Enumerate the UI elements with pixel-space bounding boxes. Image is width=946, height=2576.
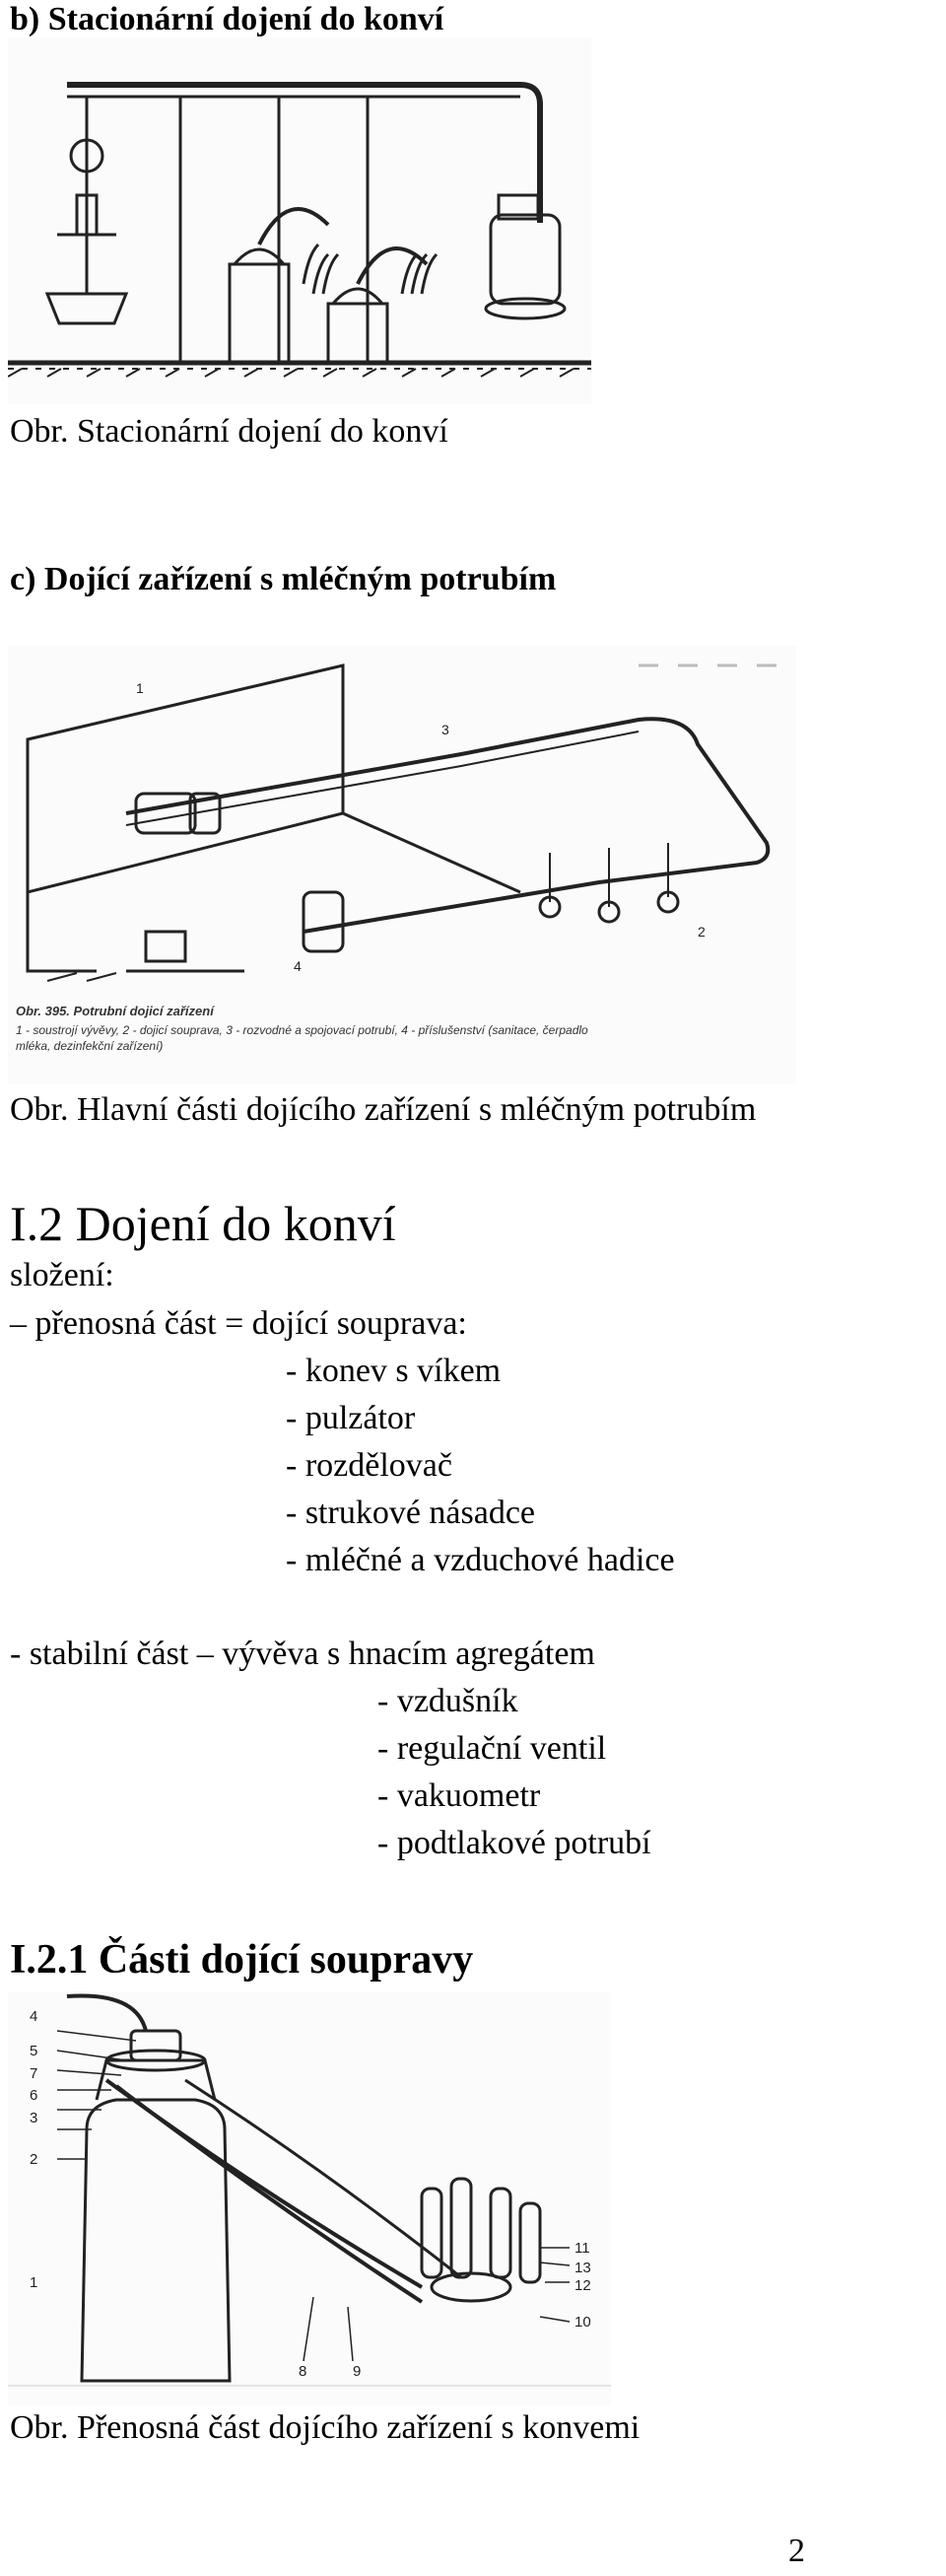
list-item: - mléčné a vzduchové hadice <box>286 1542 675 1578</box>
figure-caption: Obr. Hlavní části dojícího zařízení s mléčným potrubím <box>10 1091 757 1128</box>
figure-label: 11 <box>574 2240 590 2257</box>
figure-label: 13 <box>574 2260 591 2276</box>
figure-label: 2 <box>698 924 706 940</box>
figure-inner-title: Obr. 395. Potrubní dojicí zařízení <box>16 1004 214 1018</box>
figure-label: 6 <box>30 2087 38 2104</box>
figure-label: 12 <box>574 2277 591 2294</box>
list-item: - rozdělovač <box>286 1447 452 1484</box>
list-item: - konev s víkem <box>286 1353 502 1389</box>
figure-label: 3 <box>441 722 449 737</box>
figure-label: 4 <box>30 2008 38 2025</box>
figure-label: 1 <box>30 2274 38 2291</box>
list-item: - strukové násadce <box>286 1495 536 1531</box>
list-item: - podtlakové potrubí <box>377 1825 651 1861</box>
figure-pipeline-system <box>8 646 796 1084</box>
figure-label: 2 <box>30 2151 38 2168</box>
figure-portable-unit <box>8 1991 611 2405</box>
section-b-heading: b) Stacionární dojení do konví <box>10 1 444 37</box>
figure-caption: Obr. Stacionární dojení do konví <box>10 413 448 450</box>
section-c-heading: c) Dojící zařízení s mléčným potrubím <box>10 561 557 597</box>
figure-label: 5 <box>30 2043 38 2059</box>
figure-label: 8 <box>299 2363 307 2380</box>
figure-caption: Obr. Přenosná část dojícího zařízení s konvemi <box>10 2409 641 2446</box>
section-heading: I.2 Dojení do konví <box>10 1196 396 1251</box>
figure-label: 7 <box>30 2065 38 2082</box>
figure-label: 3 <box>30 2110 38 2126</box>
figure-label: 4 <box>294 958 302 974</box>
list-item: - vakuometr <box>377 1777 541 1814</box>
figure-label: 1 <box>136 680 144 696</box>
stable-part-line: - stabilní část – vývěva s hnacím agregátem <box>10 1636 595 1672</box>
figure-inner-legend: mléka, dezinfekční zařízení) <box>16 1039 164 1053</box>
figure-label: 10 <box>574 2314 591 2331</box>
composition-label: složení: <box>10 1257 114 1293</box>
figure-inner-legend: 1 - soustrojí vývěvy, 2 - dojicí souprava, 3 - rozvodné a spojovací potrubí, 4 - příslušenství (sanitace, čerpadlo <box>16 1023 588 1037</box>
list-item: - vzdušník <box>377 1683 518 1719</box>
subsection-heading: I.2.1 Části dojící soupravy <box>10 1937 474 1983</box>
figure-label: 9 <box>353 2363 362 2380</box>
list-item: - pulzátor <box>286 1400 416 1436</box>
figure-stationary-milking <box>8 37 591 404</box>
portable-part-line: – přenosná část = dojící souprava: <box>10 1305 467 1342</box>
list-item: - regulační ventil <box>377 1730 607 1767</box>
page-number: 2 <box>788 2533 805 2569</box>
